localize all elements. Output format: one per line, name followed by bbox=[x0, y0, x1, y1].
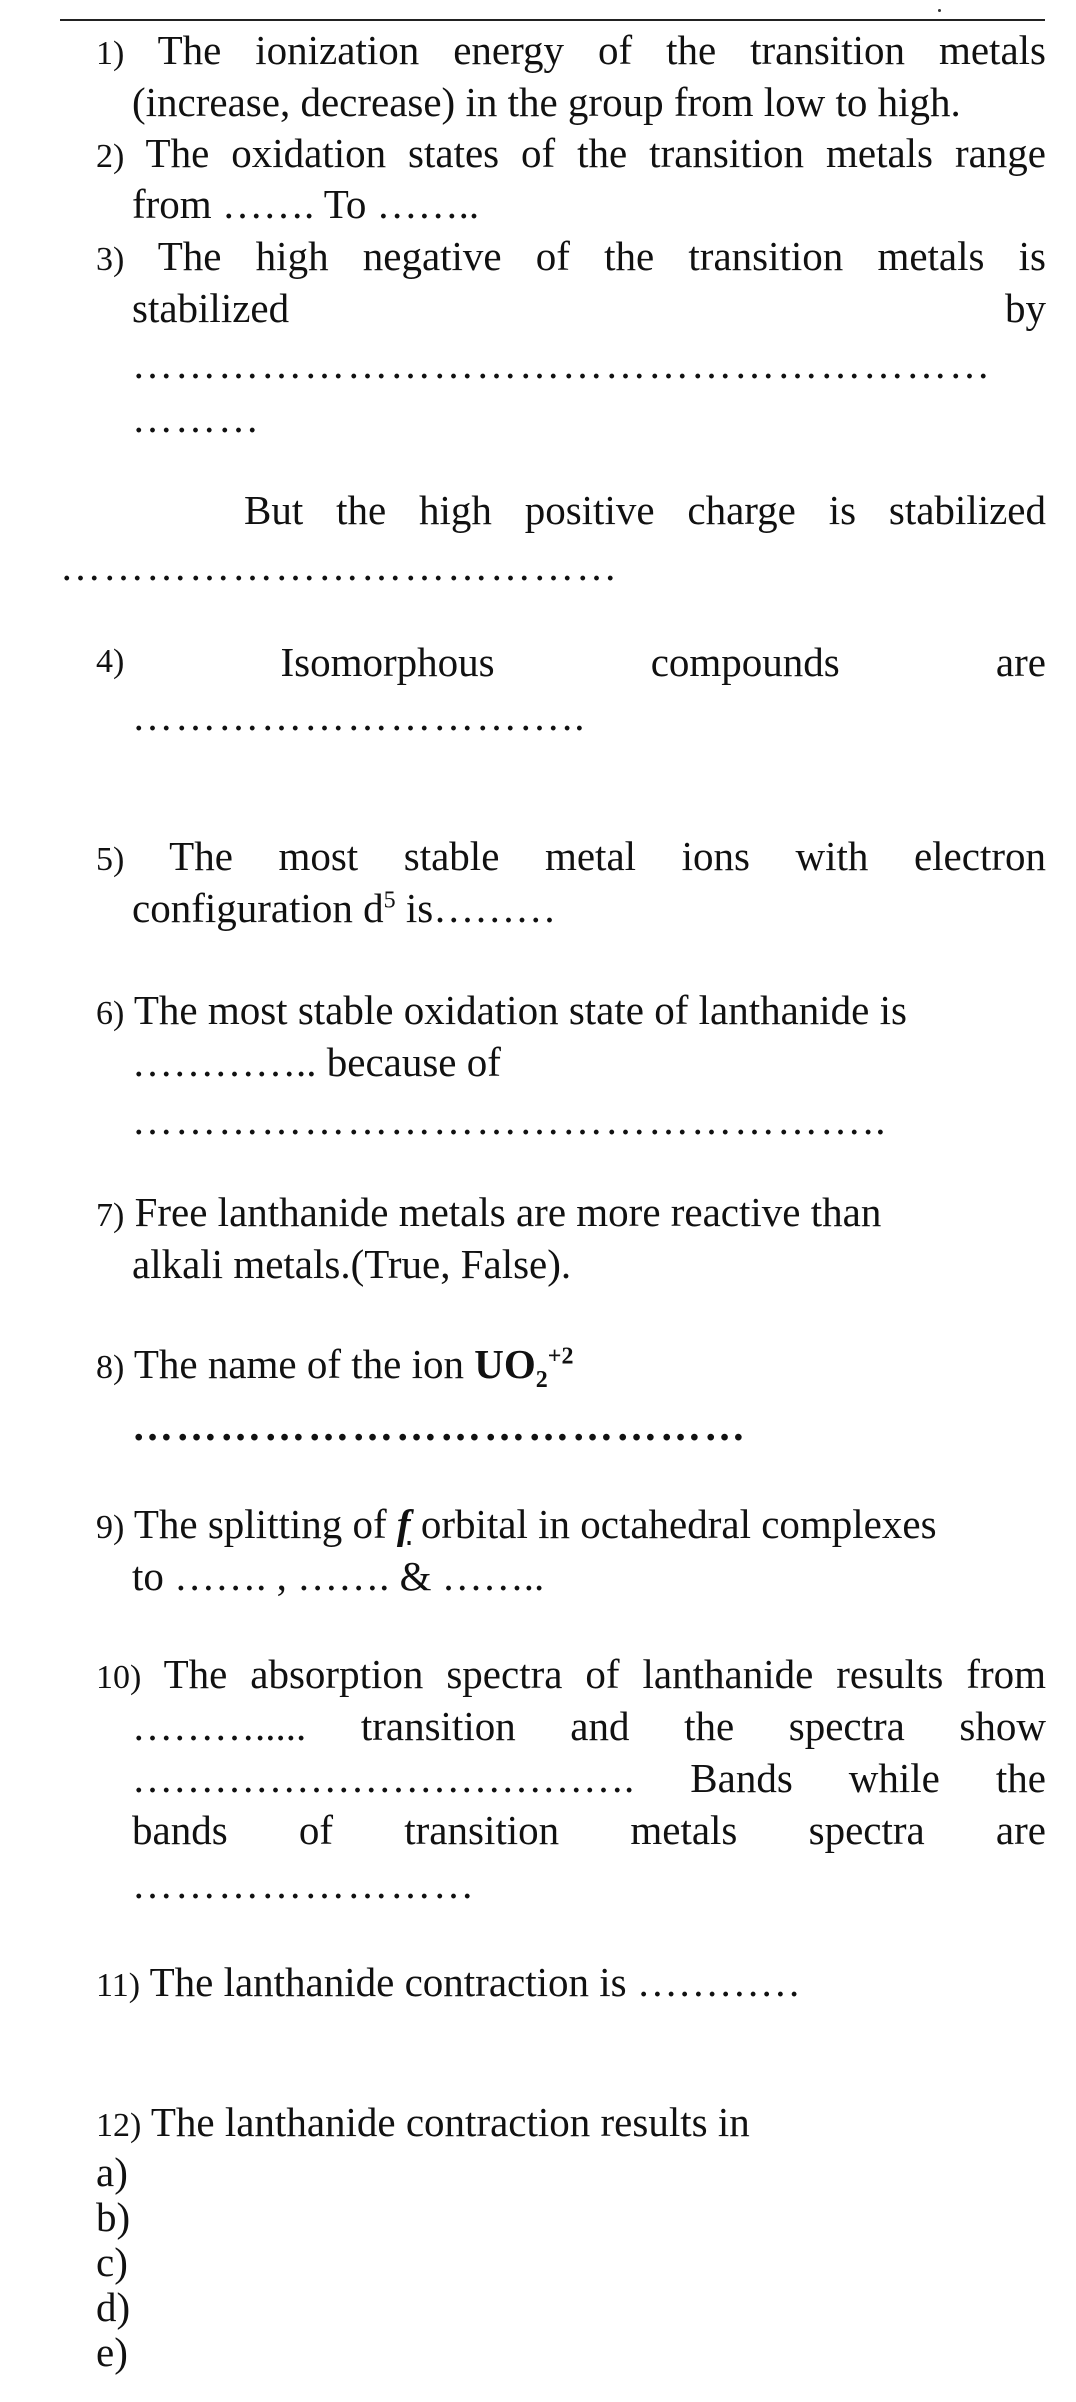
answer-blank: …………………………………………….. bbox=[132, 1097, 888, 1143]
question-12-line-1 bbox=[96, 2096, 750, 2152]
question-10-line-4: bands of transition metals spectra are bbox=[132, 1807, 1046, 1853]
question-1-line-1 bbox=[96, 24, 1046, 80]
question-text: Free lanthanide metals are more reactive than bbox=[134, 1189, 882, 1235]
question-1-line-2: (increase, decrease) in the group from low to high. bbox=[132, 79, 961, 125]
question-9-line-2: to ……. , ……. & …….. bbox=[132, 1553, 545, 1599]
superscript: 5 bbox=[383, 887, 396, 914]
question-text: are bbox=[995, 639, 1046, 685]
question-4-line-1 bbox=[96, 636, 1046, 688]
question-number: 9) bbox=[96, 1509, 125, 1546]
option-a: a) bbox=[96, 2149, 128, 2195]
subscript: 2 bbox=[535, 1367, 548, 1394]
question-7-line-2: alkali metals.(True, False). bbox=[132, 1241, 572, 1287]
question-number: 5) bbox=[96, 841, 125, 878]
question-9-line-1 bbox=[96, 1498, 937, 1554]
question-number: 11) bbox=[96, 1967, 141, 2004]
answer-blank: ……… bbox=[132, 395, 261, 441]
question-number: 2) bbox=[96, 138, 125, 175]
question-number: 1) bbox=[96, 35, 125, 72]
question-text: The high negative of the transition metals is bbox=[157, 233, 1046, 279]
question-text: The ionization energy of the transition metals bbox=[157, 27, 1046, 73]
question-3-line-2 bbox=[132, 282, 1046, 334]
answer-blank: …………………… bbox=[132, 1861, 476, 1907]
question-text: by bbox=[1005, 285, 1046, 331]
question-text: The lanthanide contraction is ………… bbox=[149, 1959, 801, 2005]
question-text: The splitting of bbox=[133, 1501, 397, 1547]
ion-formula: UO bbox=[474, 1341, 536, 1387]
question-2-line-1 bbox=[96, 127, 1046, 183]
question-3-continuation: But the high positive charge is stabilized bbox=[244, 487, 1046, 533]
question-number: 3) bbox=[96, 241, 125, 278]
option-d: d) bbox=[96, 2284, 131, 2330]
answer-blank: ………………………………… bbox=[60, 543, 619, 589]
top-rule bbox=[60, 19, 1045, 21]
question-text: The name of the ion bbox=[133, 1341, 475, 1387]
question-3-line-1 bbox=[96, 230, 1046, 286]
question-number: 12) bbox=[96, 2107, 142, 2144]
question-number: 8) bbox=[96, 1349, 125, 1386]
question-text: is……… bbox=[395, 885, 557, 931]
question-text: The most stable metal ions with electron bbox=[169, 833, 1046, 879]
question-10-line-3: ………………………………. Bands while the bbox=[132, 1755, 1046, 1801]
question-text: The absorption spectra of lanthanide results from bbox=[163, 1651, 1046, 1697]
answer-blank: ………………………….. bbox=[132, 693, 587, 739]
question-number: 10) bbox=[96, 1659, 142, 1696]
answer-blank: …………………………………………………… bbox=[132, 341, 992, 387]
question-7-line-1 bbox=[96, 1186, 881, 1242]
question-text: configuration d bbox=[132, 885, 384, 931]
question-number: 4) bbox=[96, 643, 125, 680]
question-5-line-2 bbox=[132, 882, 556, 934]
answer-blank: …………………………………… bbox=[132, 1403, 748, 1449]
question-text: The lanthanide contraction results in bbox=[150, 2099, 750, 2145]
question-6-line-1 bbox=[96, 984, 907, 1040]
question-text: The most stable oxidation state of lanthanide is bbox=[133, 987, 907, 1033]
question-6-line-2: ………….. because of bbox=[132, 1039, 501, 1085]
question-text: orbital in octahedral complexes bbox=[410, 1501, 937, 1547]
option-c: c) bbox=[96, 2239, 128, 2285]
option-b: b) bbox=[96, 2194, 131, 2240]
orbital-symbol: f bbox=[396, 1501, 411, 1547]
question-10-line-2: ………..... transition and the spectra show bbox=[132, 1703, 1046, 1749]
question-text: compounds bbox=[650, 639, 840, 685]
question-8-line-1 bbox=[96, 1338, 573, 1394]
option-e: e) bbox=[96, 2329, 128, 2375]
question-text: The oxidation states of the transition metals range bbox=[145, 130, 1046, 176]
question-text: stabilized bbox=[132, 285, 290, 331]
question-number: 7) bbox=[96, 1197, 125, 1234]
question-number: 6) bbox=[96, 995, 125, 1032]
question-text: Isomorphous bbox=[280, 639, 495, 685]
question-2-line-2: from ……. To …….. bbox=[132, 181, 480, 227]
top-mark bbox=[938, 9, 941, 12]
question-11-line-1 bbox=[96, 1956, 801, 2012]
question-10-line-1 bbox=[96, 1648, 1046, 1704]
superscript: +2 bbox=[547, 1343, 574, 1370]
question-5-line-1 bbox=[96, 830, 1046, 886]
